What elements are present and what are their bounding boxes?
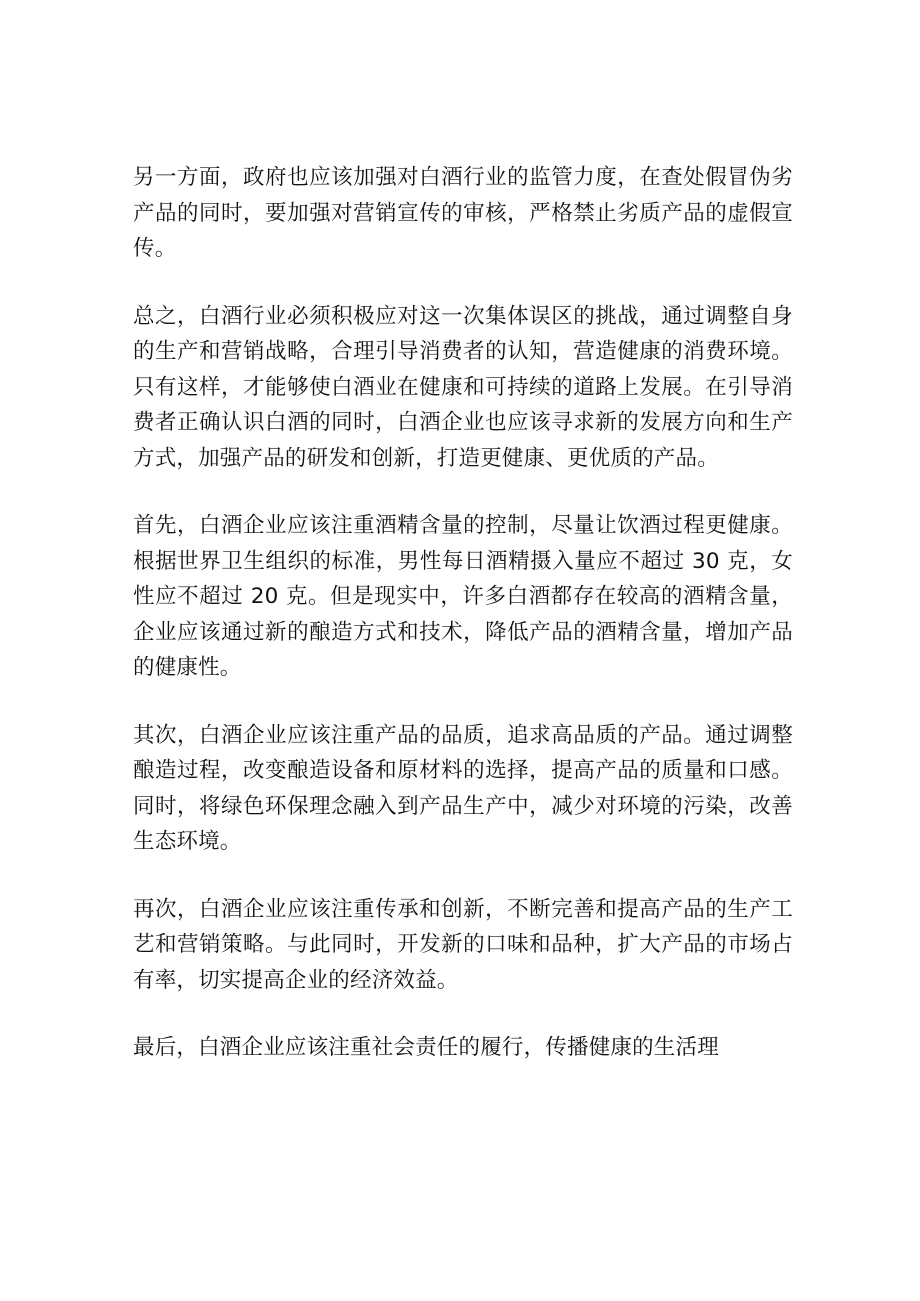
paragraph-alcohol-content: 首先，白酒企业应该注重酒精含量的控制，尽量让饮酒过程更健康。根据世界卫生组织的标准，男性每日酒精摄入量应不超过 30 克，女性应不超过 20 克。但是现实中，许多白酒都存在较高的酒精含量，企业应该通过新的酿造方式和技术，降低产品的酒精含量，增加产品的健康性。: [133, 513, 793, 680]
paragraph-summary: 总之，白酒行业必须积极应对这一次集体误区的挑战，通过调整自身的生产和营销战略，合理引导消费者的认知，营造健康的消费环境。只有这样，才能够使白酒业在健康和可持续的道路上发展。在引导消费者正确认识白酒的同时，白酒企业也应该寻求新的发展方向和生产方式，加强产品的研发和创新，打造更健康、更优质的产品。: [133, 303, 793, 471]
paragraph-product-quality: 其次，白酒企业应该注重产品的品质，追求高品质的产品。通过调整酿造过程，改变酿造设备和原材料的选择，提高产品的质量和口感。同时，将绿色环保理念融入到产品生产中，减少对环境的污染，改善生态环境。: [133, 722, 793, 854]
paragraph-government-oversight: 另一方面，政府也应该加强对白酒行业的监管力度，在查处假冒伪劣产品的同时，要加强对营销宣传的审核，严格禁止劣质产品的虚假宣传。: [133, 165, 793, 261]
document-body: [133, 160, 793, 1098]
paragraph-heritage-innovation: 再次，白酒企业应该注重传承和创新，不断完善和提高产品的生产工艺和营销策略。与此同时，开发新的口味和品种，扩大产品的市场占有率，切实提高企业的经济效益。: [133, 896, 793, 993]
paragraph-social-responsibility: 最后，白酒企业应该注重社会责任的履行，传播健康的生活理: [133, 1035, 719, 1060]
